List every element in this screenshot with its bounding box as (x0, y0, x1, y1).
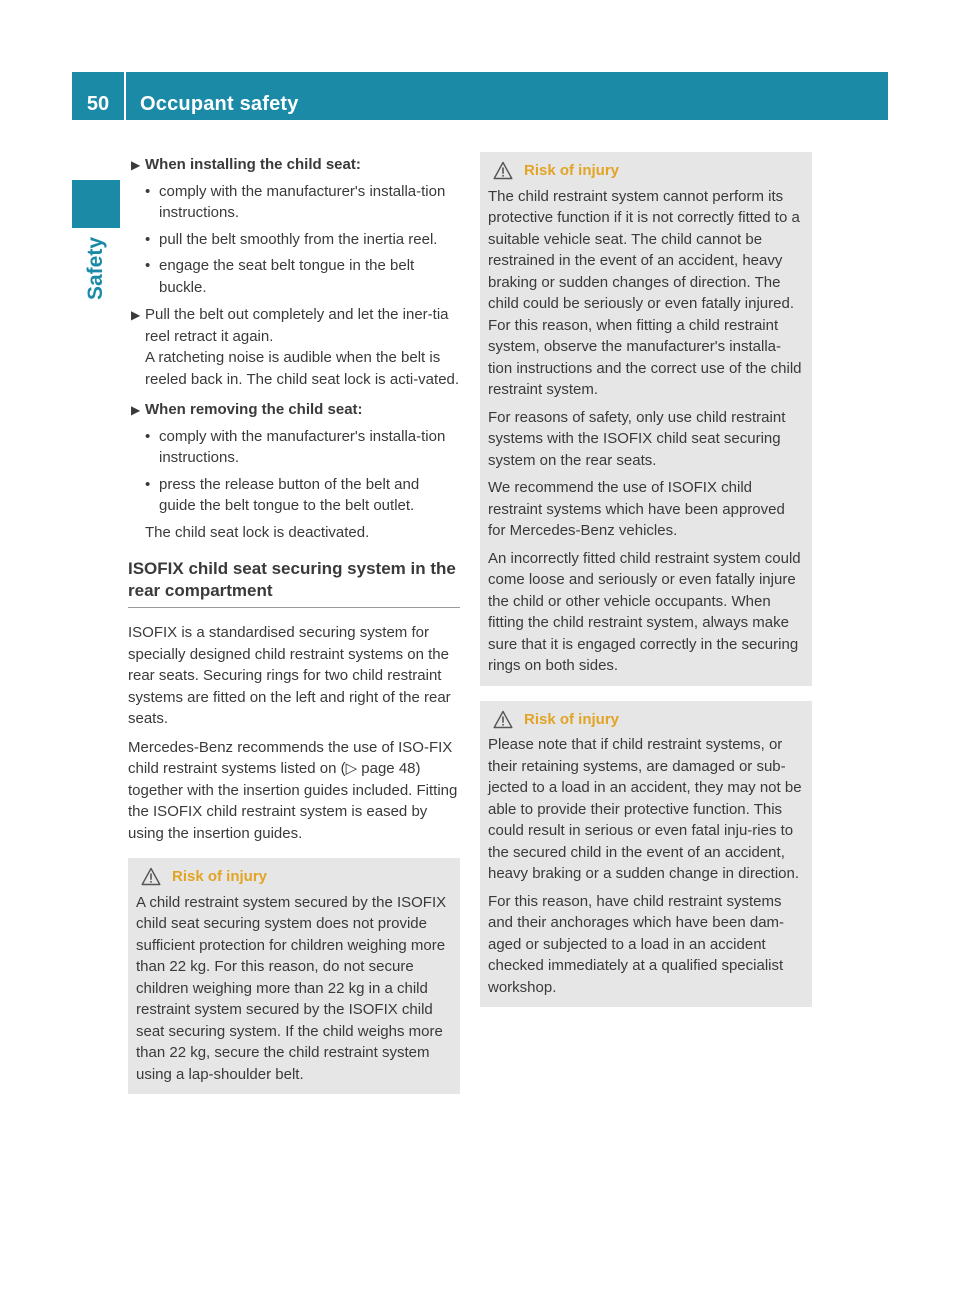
list-item-text: pull the belt smoothly from the inertia reel. (159, 230, 438, 248)
header-divider (124, 72, 126, 120)
step-pull-belt (128, 304, 460, 347)
warning-title: Risk of injury (172, 868, 268, 885)
warning-triangle-icon (493, 161, 513, 180)
step-heading-text: When removing the child seat: (145, 401, 363, 418)
warning-header (488, 160, 804, 182)
section-tab-marker (72, 180, 120, 228)
body-paragraph: Mercedes-Benz recommends the use of ISO-FIX child restraint systems listed on (▷ page 48) together with the insertion guides included. Fitting the ISOFIX child restraint system is eased by using the insertion guides. (128, 738, 458, 842)
warning-box (480, 701, 812, 1008)
warning-text: The child restraint system cannot perform its protective function if it is not correctly fitted to a suitable vehicle seat. The child cannot be restrained in the event of an accident, heavy braking or sudden changes of direction. The child could be seriously or even fatally injured. For this reason, when fitting a child restraint system, observe the manufacturer's installa-tion instructions and the correct use of the child restraint system. (488, 187, 802, 398)
list-item (128, 255, 460, 298)
bullet-icon: • (145, 257, 151, 274)
left-column (128, 154, 460, 1094)
bullet-icon: • (145, 182, 151, 200)
arrow-right-icon: ▶ (131, 158, 141, 172)
arrow-right-icon: ▶ (131, 308, 141, 322)
step-heading-text: When installing the child seat: (145, 156, 361, 173)
list-item (128, 229, 460, 251)
warning-text: For reasons of safety, only use child restraint systems with the ISOFIX child seat securing system on the rear seats. (488, 408, 786, 469)
warning-text: A child restraint system secured by the ISOFIX child seat securing system does not provide sufficient protection for children weighing more than 22 kg. For this reason, do not secure children weighing more than 22 kg in a child restraint system secured by the ISOFIX child seat securing system. If the child weighs more than 22 kg, secure the child restraint system using a lap-shoulder belt. (136, 893, 447, 1083)
list-item (128, 426, 460, 469)
warning-title: Risk of injury (524, 162, 620, 179)
section-tab-label: Safety (84, 236, 107, 300)
warning-header (136, 866, 452, 888)
warning-triangle-icon (493, 710, 513, 729)
list-item (128, 181, 460, 224)
warning-text: An incorrectly fitted child restraint system could come loose and seriously or even fatally injure the child or other vehicle occupants. When fitting the child restraint system, always make sure that it is engaged correctly in the securing rings on both sides. (488, 549, 801, 674)
warning-text: We recommend the use of ISOFIX child restraint systems which have been approved for Mercedes-Benz vehicles. (488, 479, 785, 539)
bullet-icon: • (145, 427, 151, 445)
list-item (128, 474, 460, 517)
list-item-text: engage the seat belt tongue in the belt buckle. (159, 257, 415, 296)
warning-title: Risk of injury (524, 710, 620, 728)
warning-triangle-icon (141, 867, 161, 886)
step-result: The child seat lock is deactivated. (145, 523, 370, 541)
body-paragraph: ISOFIX is a standardised securing system for specially designed child restraint systems on the rear seats. Securing rings for two child restraint systems are fitted on the left and right of the rear seats. (128, 624, 451, 727)
step-install-heading (128, 154, 460, 176)
warning-box (480, 152, 812, 686)
section-heading: ISOFIX child seat securing system in the rear compartment (128, 559, 456, 600)
arrow-right-icon: ▶ (131, 403, 141, 417)
step-result: A ratcheting noise is audible when the belt is reeled back in. The child seat lock is acti-vated. (145, 349, 460, 388)
step-remove-heading (128, 399, 460, 421)
section-divider (128, 607, 460, 608)
bullet-icon: • (145, 230, 151, 248)
warning-text: For this reason, have child restraint systems and their anchorages which have been dam-aged or subjected to a load in an accident checked immediately at a qualified specialist workshop. (488, 892, 785, 996)
warning-box (128, 858, 460, 1094)
list-item-text: comply with the manufacturer's installa-tion instructions. (159, 182, 446, 221)
warning-text: Please note that if child restraint systems, or their retaining systems, are damaged or sub-jected to a load in an accident, they may not be able to provide their protective function. This could result in serious or even fatal inju-ries to the secured child in the event of an accident, heavy braking or a sudden change in direction. (488, 736, 802, 882)
page-title: Occupant safety (140, 93, 299, 115)
list-item-text: comply with the manufacturer's installa-tion instructions. (159, 427, 446, 466)
right-column (480, 152, 812, 1007)
warning-header (488, 709, 804, 731)
page-number: 50 (86, 93, 110, 115)
step-text: Pull the belt out completely and let the iner-tia reel retract it again. (145, 306, 449, 345)
bullet-icon: • (145, 475, 151, 493)
list-item-text: press the release button of the belt and guide the belt tongue to the belt outlet. (159, 475, 420, 514)
